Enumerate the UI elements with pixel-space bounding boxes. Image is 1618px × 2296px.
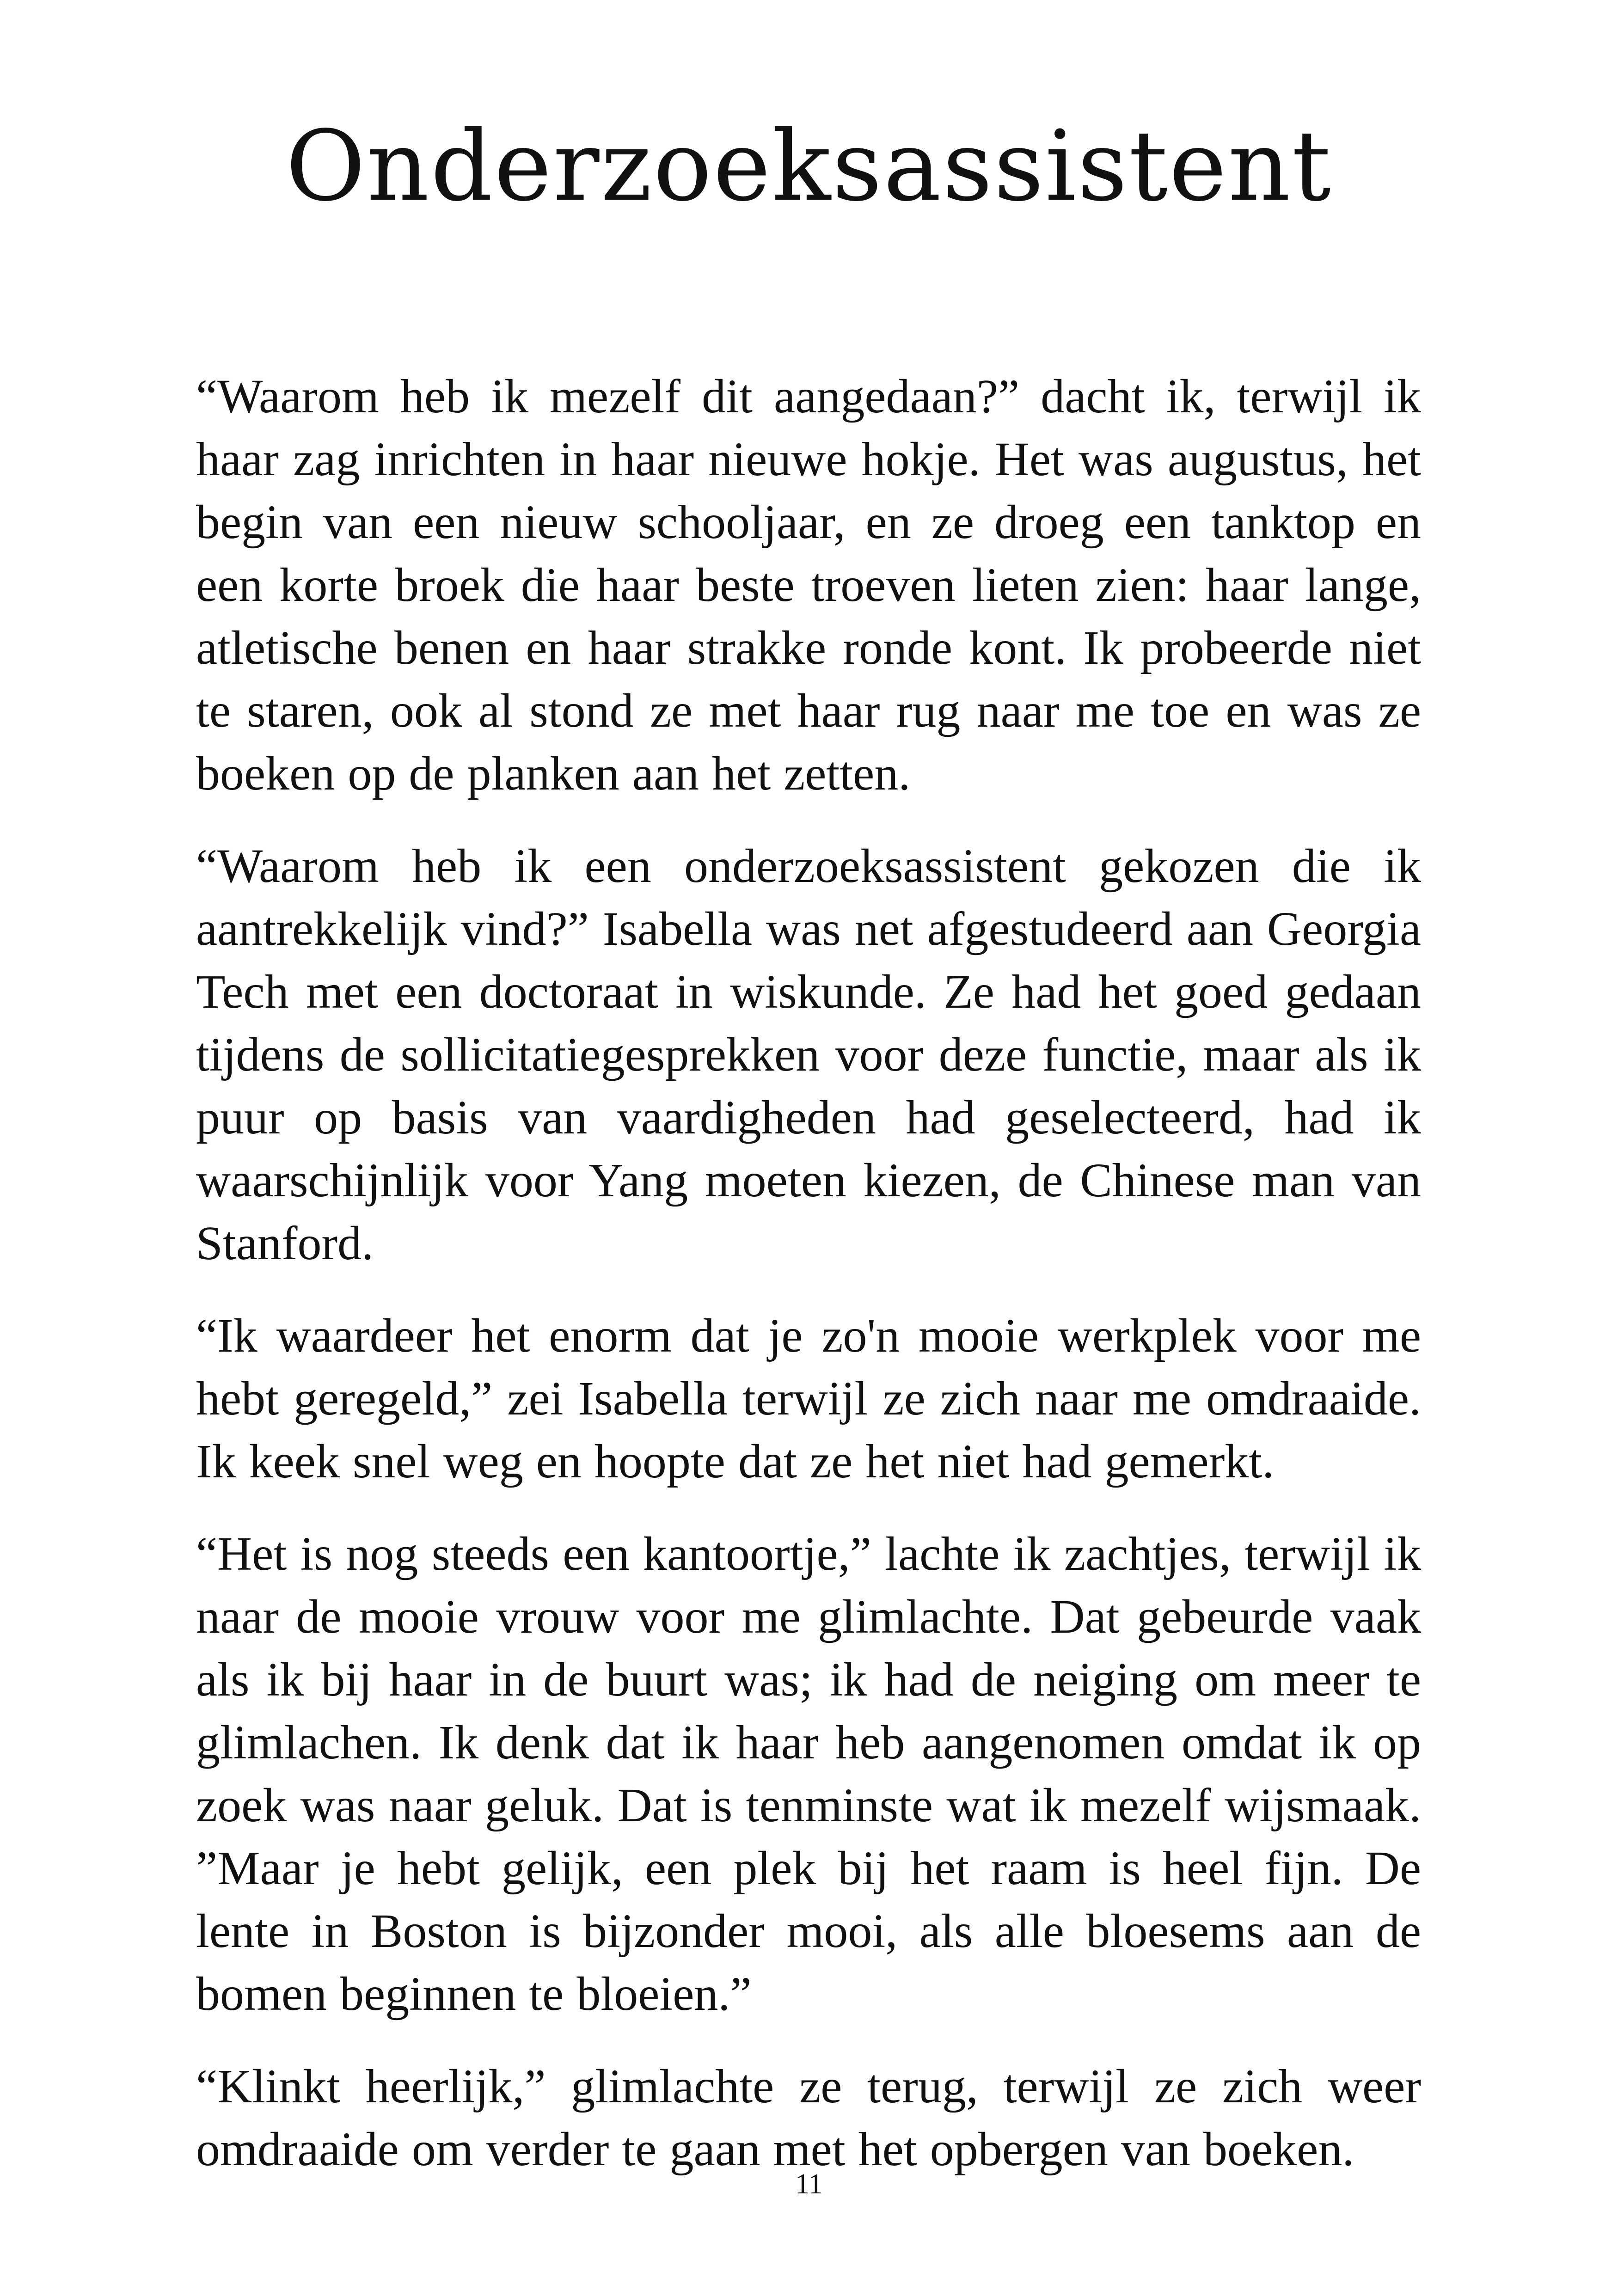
page-number: 11	[795, 2168, 823, 2200]
chapter-title: Onderzoeksassistent	[286, 110, 1332, 223]
chapter-body	[196, 365, 1421, 2210]
paragraph: “Het is nog steeds een kantoortje,” lachte ik zachtjes, terwijl ik naar de mooie vrouw voor me glimlachte. Dat gebeurde vaak als ik bij haar in de buurt was; ik had de neiging om meer te glimlachen. Ik denk dat ik haar heb aangenomen omdat ik op zoek was naar geluk. Dat is tenminste wat ik mezelf wijsmaak. ”Maar je hebt gelijk, een plek bij het raam is heel fijn. De lente in Boston is bijzonder mooi, als alle bloesems aan de bomen beginnen te bloeien.”	[196, 1527, 1421, 2020]
paragraph: “Waarom heb ik een onderzoeksassistent gekozen die ik aantrekkelijk vind?” Isabella was net afgestudeerd aan Georgia Tech met een doctoraat in wiskunde. Ze had het goed gedaan tijdens de sollicitatiegesprekken voor deze functie, maar als ik puur op basis van vaardigheden had geselecteerd, had ik waarschijnlijk voor Yang moeten kiezen, de Chinese man van Stanford.	[196, 839, 1421, 1270]
paragraph: “Waarom heb ik mezelf dit aangedaan?” dacht ik, terwijl ik haar zag inrichten in haar nieuwe hokje. Het was augustus, het begin van een nieuw schooljaar, en ze droeg een tanktop en een korte broek die haar beste troeven lieten zien: haar lange, atletische benen en haar strakke ronde kont. Ik probeerde niet te staren, ook al stond ze met haar rug naar me toe en was ze boeken op de planken aan het zetten.	[196, 370, 1421, 800]
paragraph: “Klinkt heerlijk,” glimlachte ze terug, terwijl ze zich weer omdraaide om verder te gaan met het opbergen van boeken.	[196, 2060, 1421, 2176]
paragraph: “Ik waardeer het enorm dat je zo'n mooie werkplek voor me hebt geregeld,” zei Isabella terwijl ze zich naar me omdraaide. Ik keek snel weg en hoopte dat ze het niet had gemerkt.	[196, 1309, 1421, 1488]
